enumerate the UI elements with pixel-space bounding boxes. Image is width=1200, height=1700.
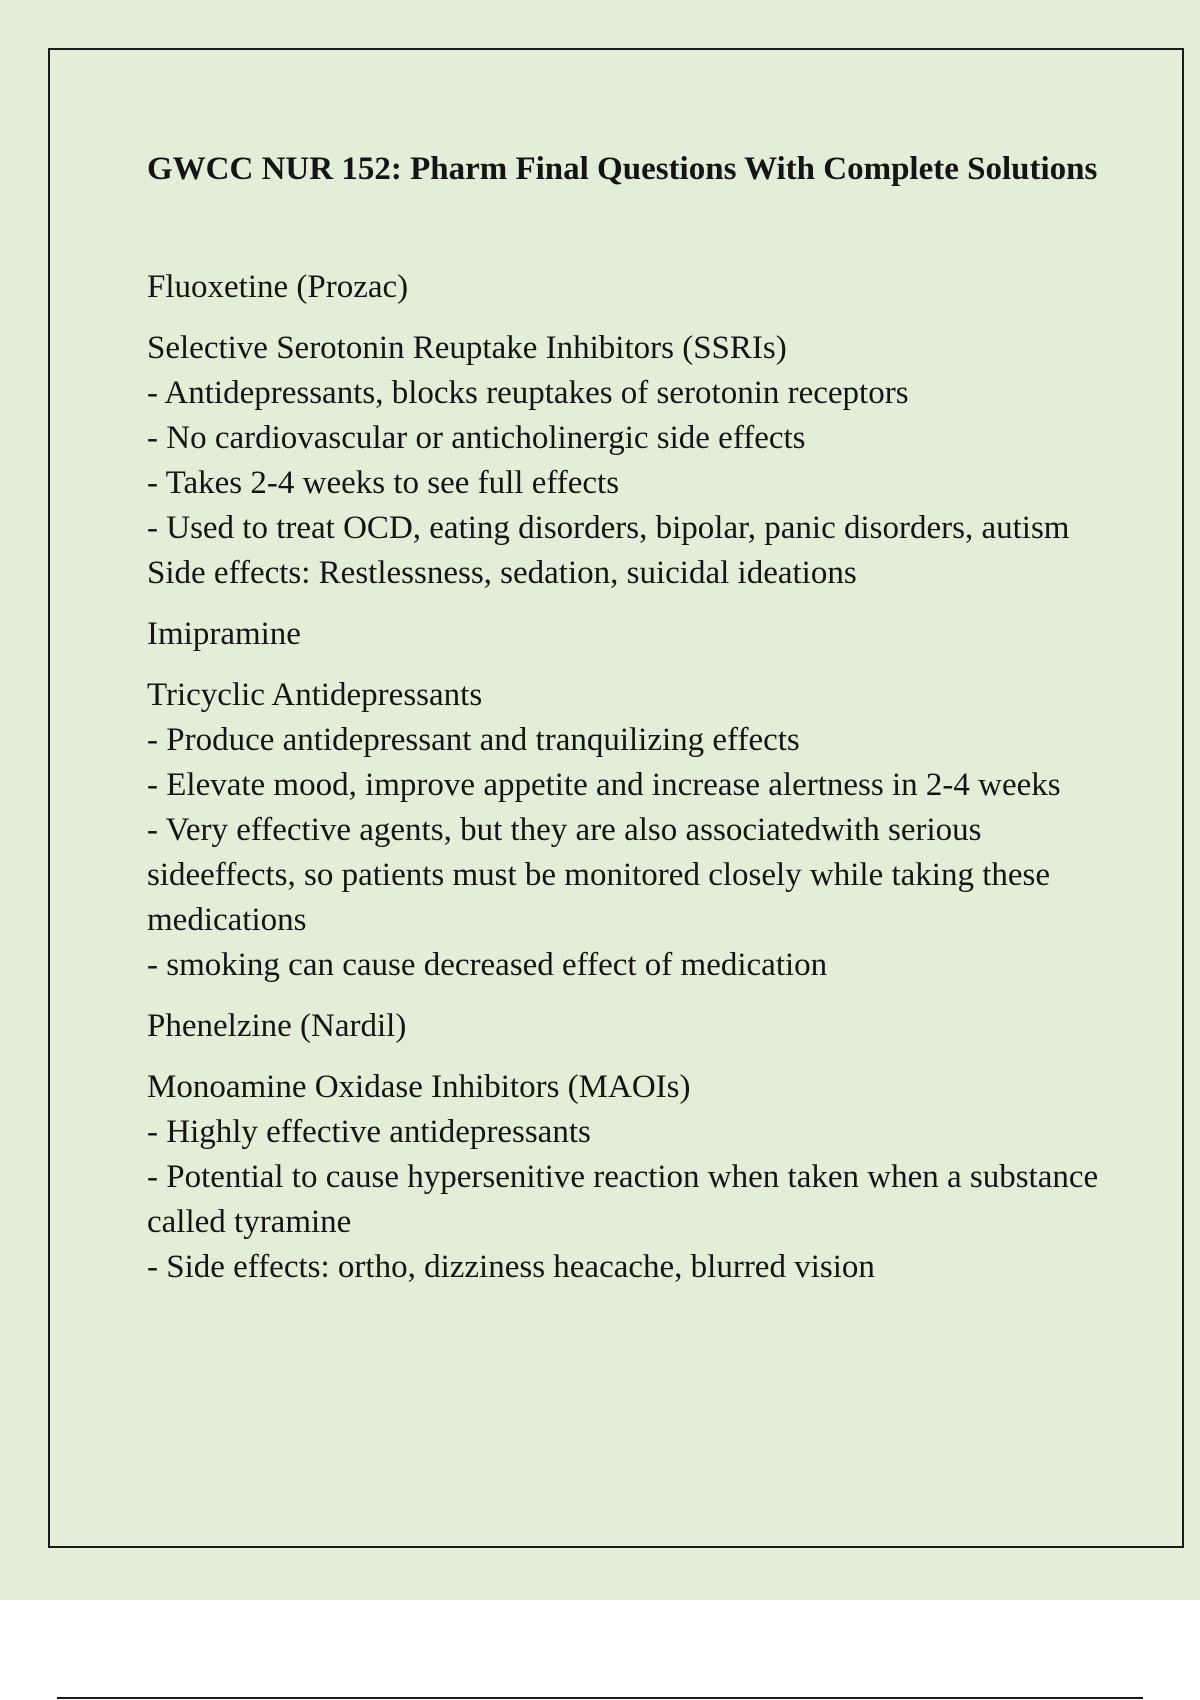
definition-line: - No cardiovascular or anticholinergic side effects [147, 420, 806, 456]
entry-definition [147, 326, 1127, 596]
entry-term: Fluoxetine (Prozac) [147, 269, 409, 305]
definition-line: - Produce antidepressant and tranquilizing effects [147, 722, 800, 758]
footer-divider [57, 1697, 1143, 1699]
definition-line: - Side effects: ortho, dizziness heacache, blurred vision [147, 1249, 875, 1285]
document-body [147, 146, 1127, 1306]
definition-line: - Antidepressants, blocks reuptakes of serotonin receptors [147, 375, 909, 411]
entry-term: Imipramine [147, 616, 301, 652]
entry-definition [147, 1065, 1127, 1290]
definition-line: - Potential to cause hypersenitive reaction when taken when a substance called tyramine [147, 1159, 1099, 1240]
definition-line: - Takes 2-4 weeks to see full effects [147, 465, 620, 501]
entry-list [147, 265, 1127, 1290]
entry-term: Phenelzine (Nardil) [147, 1008, 407, 1044]
definition-line: - Very effective agents, but they are also associatedwith serious sideeffects, so patients must be monitored closely while taking these medications [147, 812, 1051, 938]
definition-line: - Elevate mood, improve appetite and increase alertness in 2-4 weeks [147, 767, 1061, 803]
definition-line: - smoking can cause decreased effect of medication [147, 947, 828, 983]
definition-line: Selective Serotonin Reuptake Inhibitors (SSRIs) [147, 330, 787, 366]
definition-line: Monoamine Oxidase Inhibitors (MAOIs) [147, 1069, 691, 1105]
entry-definition [147, 673, 1127, 988]
definition-line: Tricyclic Antidepressants [147, 677, 483, 713]
entry-imipramine [147, 612, 1127, 988]
entry-phenelzine [147, 1004, 1127, 1290]
definition-line: - Highly effective antidepressants [147, 1114, 591, 1150]
entry-fluoxetine [147, 265, 1127, 596]
definition-line: Side effects: Restlessness, sedation, suicidal ideations [147, 555, 857, 591]
content-box [48, 48, 1184, 1548]
definition-line: - Used to treat OCD, eating disorders, bipolar, panic disorders, autism [147, 510, 1070, 546]
document-title: GWCC NUR 152: Pharm Final Questions With Complete Solutions [147, 151, 1098, 187]
